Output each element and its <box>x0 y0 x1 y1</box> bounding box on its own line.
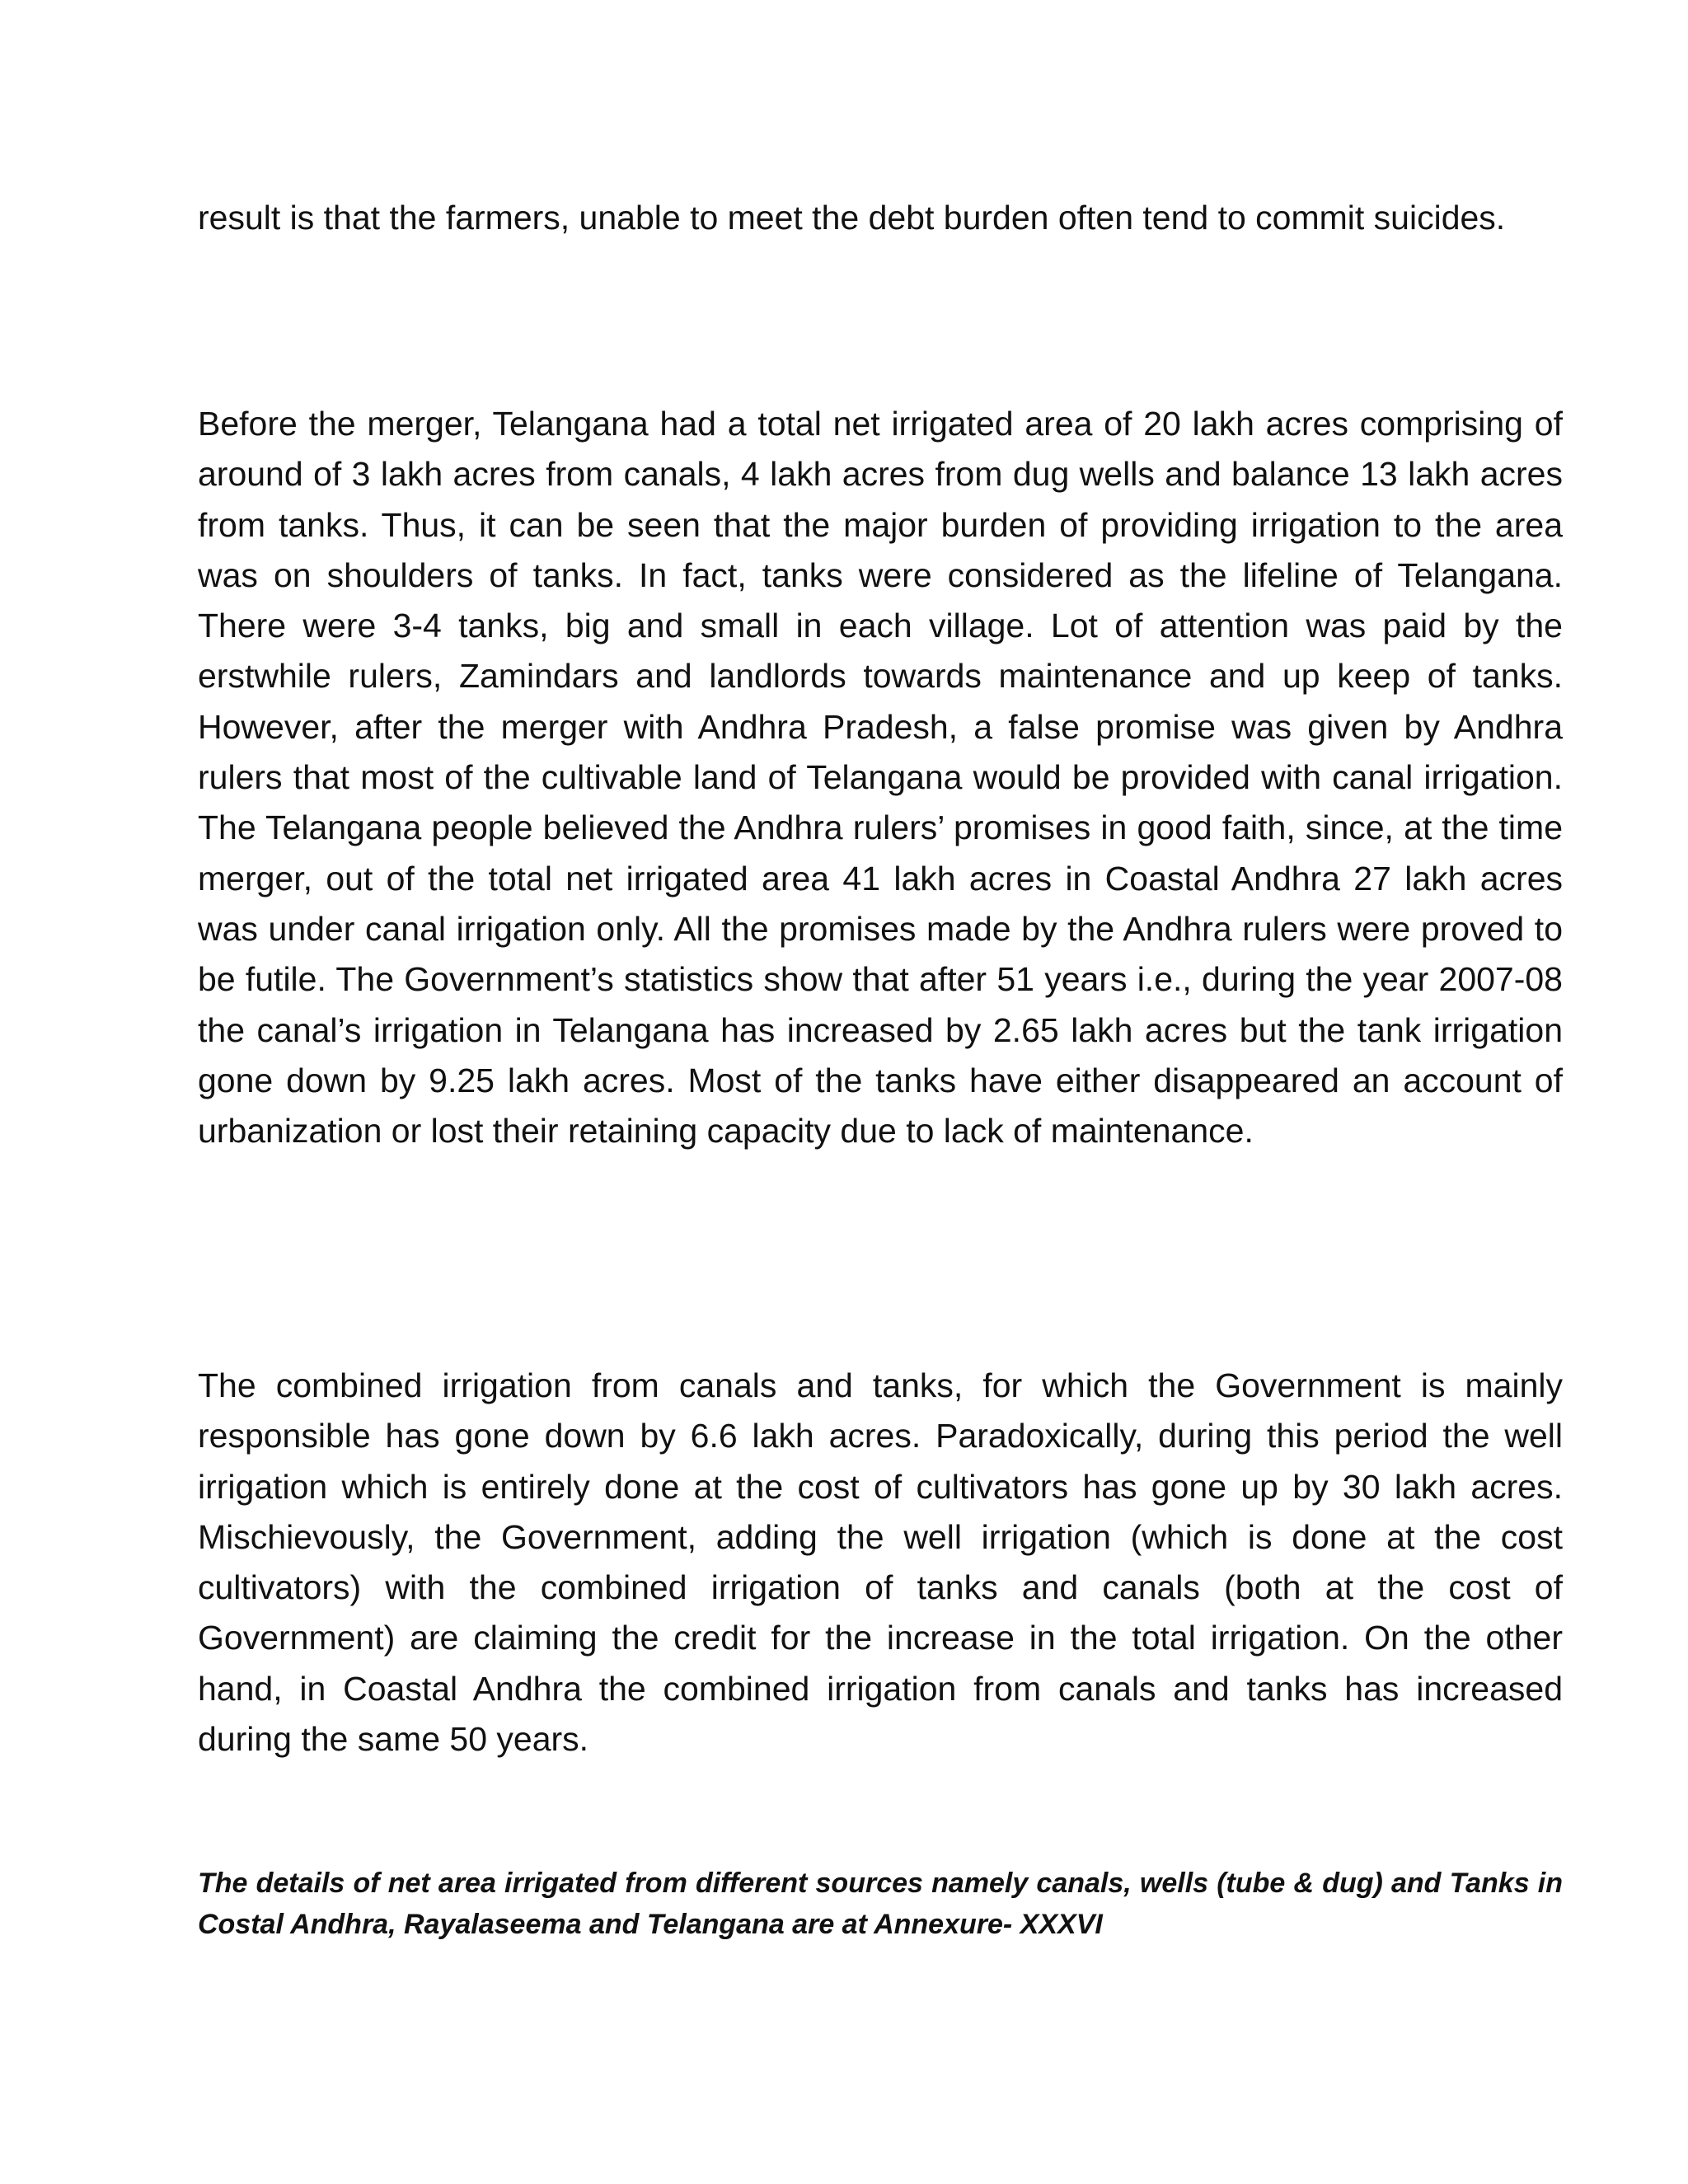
paragraph-farmer-debt: result is that the farmers, unable to meet the debt burden often tend to commit suicides. <box>198 199 1506 237</box>
paragraph-combined-irrigation: The combined irrigation from canals and tanks, for which the Government is mainly responsible has gone down by 6.6 lakh acres. Paradoxically, during this period the well irrigation which is entirely done at the cost of cultivators has gone up by 30 lakh acres. Mischievously, the Government, adding the well irrigation (which is done at the cost cultivators) with the combined irrigation of tanks and canals (both at the cost of Government) are claiming the credit for the increase in the total irrigation. On the other hand, in Coastal Andhra the combined irrigation from canals and tanks has increased during the same 50 years. <box>198 1366 1563 1759</box>
paragraph-irrigation-before-merger: Before the merger, Telangana had a total net irrigated area of 20 lakh acres comprising of around of 3 lakh acres from canals, 4 lakh acres from dug wells and balance 13 lakh acres from tanks. Thus, it can be seen that the major burden of providing irrigation to the area was on shoulders of tanks. In fact, tanks were considered as the lifeline of Telangana. There were 3-4 tanks, big and small in each village. Lot of attention was paid by the erstwhile rulers, Zamindars and landlords towards maintenance and up keep of tanks. However, after the merger with Andhra Pradesh, a false promise was given by Andhra rulers that most of the cultivable land of Telangana would be provided with canal irrigation. The Telangana people believed the Andhra rulers’ promises in good faith, since, at the time merger, out of the total net irrigated area 41 lakh acres in Coastal Andhra 27 lakh acres was under canal irrigation only. All the promises made by the Andhra rulers were proved to be futile. The Government’s statistics show that after 51 years i.e., during the year 2007-08 the canal’s irrigation in Telangana has increased by 2.65 lakh acres but the tank irrigation gone down by 9.25 lakh acres. Most of the tanks have either disappeared an account of urbanization or lost their retaining capacity due to lack of maintenance. <box>198 405 1563 1151</box>
annexure-note: The details of net area irrigated from different sources namely canals, wells (tube & dug) and Tanks in Costal Andhra, Rayalaseema and Telangana are at Annexure- XXXVI <box>198 1868 1563 1940</box>
